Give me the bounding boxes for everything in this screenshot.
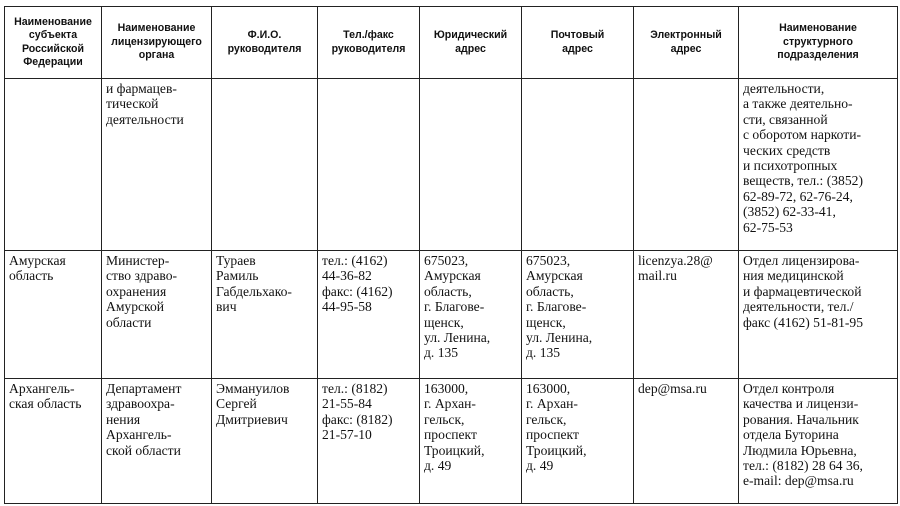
cell-head-name: Тураев Рамиль Габдельхако- вич (212, 251, 318, 379)
license-registry-table (4, 6, 898, 504)
col-header-subject: Наименование субъекта Российской Федерации (5, 7, 102, 79)
col-header-agency: Наименование лицензирующего органа (102, 7, 212, 79)
col-header-email: Электронный адрес (634, 7, 739, 79)
cell-postal-address: 675023, Амурская область, г. Благове- щенск, ул. Ленина, д. 135 (522, 251, 634, 379)
table-row (5, 79, 898, 251)
cell-postal-address: 163000, г. Архан- гельск, проспект Троицкий, д. 49 (522, 379, 634, 504)
cell-legal-address: 163000, г. Архан- гельск, проспект Троицкий, д. 49 (420, 379, 522, 504)
col-header-postal-address: Почтовый адрес (522, 7, 634, 79)
cell-head-name: Эммануилов Сергей Дмитриевич (212, 379, 318, 504)
header-row (5, 7, 898, 79)
cell-agency: Департамент здравоохра- нения Архангель- ской области (102, 379, 212, 504)
col-header-division: Наименование структурного подразделения (739, 7, 898, 79)
table-row (5, 251, 898, 379)
cell-email (634, 79, 739, 251)
table-row (5, 379, 898, 504)
cell-email: licenzya.28@ mail.ru (634, 251, 739, 379)
cell-division: Отдел лицензирова- ния медицинской и фармацевтической деятельности, тел./ факс (4162) 51-81-95 (739, 251, 898, 379)
cell-subject (5, 79, 102, 251)
col-header-legal-address: Юридический адрес (420, 7, 522, 79)
cell-subject: Амурская область (5, 251, 102, 379)
cell-agency: Министер- ство здраво- охранения Амурской области (102, 251, 212, 379)
cell-legal-address (420, 79, 522, 251)
cell-subject: Архангель- ская область (5, 379, 102, 504)
cell-email: dep@msa.ru (634, 379, 739, 504)
cell-division: деятельности, а также деятельно- сти, связанной с оборотом наркоти- ческих средств и психотропных веществ, тел.: (3852) 62-89-72, 62-76-24, (3852) 62-33-41, 62-75-53 (739, 79, 898, 251)
cell-postal-address (522, 79, 634, 251)
cell-head-name (212, 79, 318, 251)
cell-phone: тел.: (4162) 44-36-82 факс: (4162) 44-95-58 (318, 251, 420, 379)
col-header-phone: Тел./факс руководителя (318, 7, 420, 79)
cell-agency: и фармацев- тической деятельности (102, 79, 212, 251)
cell-phone (318, 79, 420, 251)
col-header-head-name: Ф.И.О. руководителя (212, 7, 318, 79)
cell-division: Отдел контроля качества и лицензи- рования. Начальник отдела Буторина Людмила Юрьевна, тел.: (8182) 28 64 36, e-mail: dep@msa.ru (739, 379, 898, 504)
cell-phone: тел.: (8182) 21-55-84 факс: (8182) 21-57-10 (318, 379, 420, 504)
cell-legal-address: 675023, Амурская область, г. Благове- щенск, ул. Ленина, д. 135 (420, 251, 522, 379)
